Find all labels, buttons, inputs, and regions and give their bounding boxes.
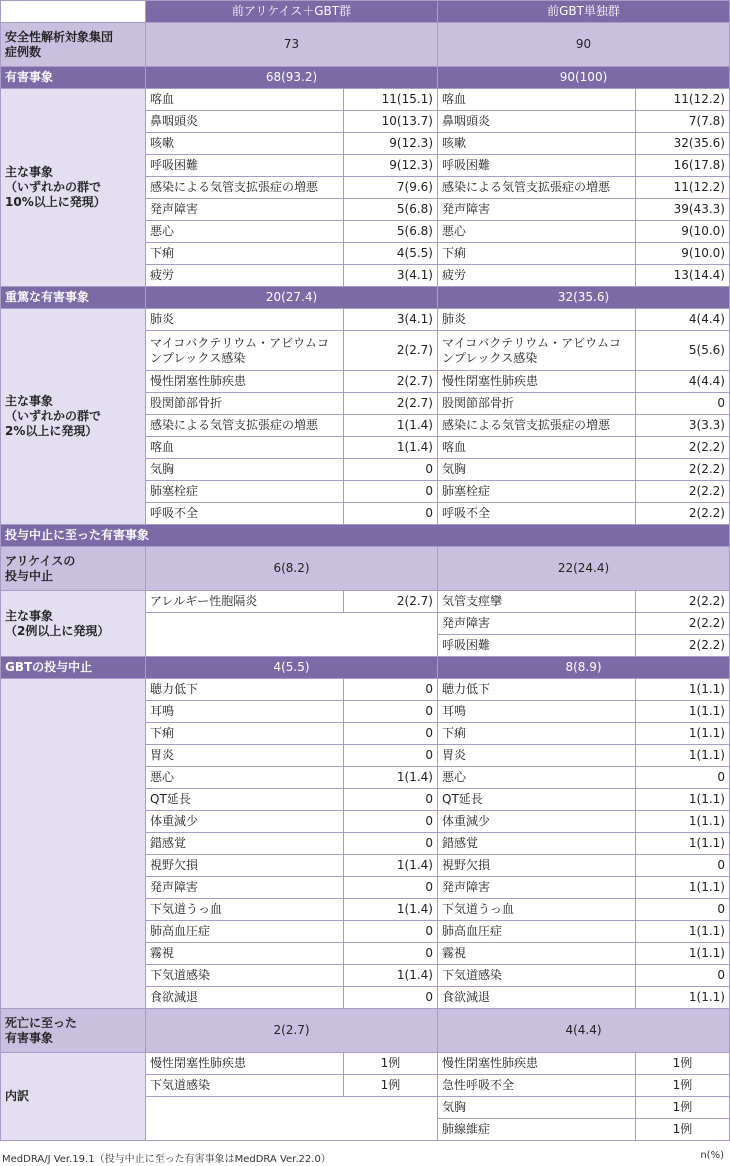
gbt-event-row bbox=[1, 679, 730, 701]
ae-label: 有害事象 bbox=[1, 67, 146, 89]
serious-event-row bbox=[1, 309, 730, 331]
event-value-b: 0 bbox=[636, 393, 730, 415]
death-a: 2(2.7) bbox=[146, 1009, 438, 1053]
event-name-b: 悪心 bbox=[438, 221, 636, 243]
death-breakdown-label: 内訳 bbox=[1, 1053, 146, 1141]
event-value-a: 2(2.7) bbox=[344, 591, 438, 613]
event-name-b: 下気道うっ血 bbox=[438, 899, 636, 921]
event-value-b: 11(12.2) bbox=[636, 177, 730, 199]
event-value-a: 0 bbox=[344, 723, 438, 745]
event-name-b: 喀血 bbox=[438, 437, 636, 459]
event-value-a: 0 bbox=[344, 503, 438, 525]
event-name-b: 悪心 bbox=[438, 767, 636, 789]
event-value-b: 1(1.1) bbox=[636, 987, 730, 1009]
label-line: 有害事象 bbox=[5, 1030, 54, 1045]
serious-main-label bbox=[1, 309, 146, 525]
event-name-a: 呼吸不全 bbox=[146, 503, 344, 525]
event-value-b: 13(14.4) bbox=[636, 265, 730, 287]
event-name-b: 呼吸困難 bbox=[438, 635, 636, 657]
event-value-b: 2(2.2) bbox=[636, 437, 730, 459]
death-label bbox=[1, 1009, 146, 1053]
event-value-b: 1例 bbox=[636, 1053, 730, 1075]
event-name-a: 下気道感染 bbox=[146, 1075, 344, 1097]
event-value-b: 9(10.0) bbox=[636, 221, 730, 243]
population-a: 73 bbox=[146, 23, 438, 67]
event-value-a: 0 bbox=[344, 833, 438, 855]
death-b: 4(4.4) bbox=[438, 1009, 730, 1053]
event-value-b: 5(5.6) bbox=[636, 331, 730, 371]
event-name-a: 肺炎 bbox=[146, 309, 344, 331]
event-name-b: 肺高血圧症 bbox=[438, 921, 636, 943]
label-line: アリケイスの bbox=[5, 553, 76, 568]
event-name-b: 鼻咽頭炎 bbox=[438, 111, 636, 133]
event-value-a: 1例 bbox=[344, 1053, 438, 1075]
event-name-b: 下痢 bbox=[438, 243, 636, 265]
event-name-b: QT延長 bbox=[438, 789, 636, 811]
event-value-b: 1(1.1) bbox=[636, 789, 730, 811]
event-name-b: 気胸 bbox=[438, 1097, 636, 1119]
event-value-b: 4(4.4) bbox=[636, 309, 730, 331]
event-value-b: 2(2.2) bbox=[636, 613, 730, 635]
gbt-label-empty bbox=[1, 679, 146, 1009]
event-value-a: 2(2.7) bbox=[344, 371, 438, 393]
footer-note: MedDRA/J Ver.19.1（投与中止に至った有害事象はMedDRA Ver.22.0） bbox=[2, 1154, 331, 1165]
event-name-b: 錯感覚 bbox=[438, 833, 636, 855]
event-value-b: 0 bbox=[636, 899, 730, 921]
event-value-b: 16(17.8) bbox=[636, 155, 730, 177]
event-value-b: 3(3.3) bbox=[636, 415, 730, 437]
event-value-a: 0 bbox=[344, 481, 438, 503]
ae-total-a: 68(93.2) bbox=[146, 67, 438, 89]
label-line: （いずれかの群で bbox=[5, 409, 102, 423]
event-name-a: 呼吸困難 bbox=[146, 155, 344, 177]
event-value-b: 0 bbox=[636, 855, 730, 877]
event-value-b: 0 bbox=[636, 965, 730, 987]
event-value-a: 1(1.4) bbox=[344, 437, 438, 459]
event-name-b: 喀血 bbox=[438, 89, 636, 111]
event-name-b: 発声障害 bbox=[438, 199, 636, 221]
ae-total-b: 90(100) bbox=[438, 67, 730, 89]
event-name-a: 鼻咽頭炎 bbox=[146, 111, 344, 133]
event-value-a: 0 bbox=[344, 701, 438, 723]
event-value-b: 7(7.8) bbox=[636, 111, 730, 133]
event-value-a: 7(9.6) bbox=[344, 177, 438, 199]
event-value-a: 0 bbox=[344, 987, 438, 1009]
event-value-a: 5(6.8) bbox=[344, 199, 438, 221]
event-name-b: 聴力低下 bbox=[438, 679, 636, 701]
label-line: 投与中止 bbox=[5, 568, 54, 583]
event-name-a: 疲労 bbox=[146, 265, 344, 287]
label-line: 死亡に至った bbox=[5, 1015, 78, 1030]
serious-label: 重篤な有害事象 bbox=[1, 287, 146, 309]
event-name-a: 錯感覚 bbox=[146, 833, 344, 855]
gbt-discontinuation-row bbox=[1, 657, 730, 679]
event-value-a: 10(13.7) bbox=[344, 111, 438, 133]
event-value-b: 0 bbox=[636, 767, 730, 789]
event-value-a: 0 bbox=[344, 459, 438, 481]
event-value-b: 9(10.0) bbox=[636, 243, 730, 265]
event-name-a: 気胸 bbox=[146, 459, 344, 481]
event-name-b: 肺線維症 bbox=[438, 1119, 636, 1141]
event-name-b: 胃炎 bbox=[438, 745, 636, 767]
population-b: 90 bbox=[438, 23, 730, 67]
event-name-b: 下気道感染 bbox=[438, 965, 636, 987]
event-value-a: 4(5.5) bbox=[344, 243, 438, 265]
event-name-a: 慢性閉塞性肺疾患 bbox=[146, 1053, 344, 1075]
event-name-b: 慢性閉塞性肺疾患 bbox=[438, 371, 636, 393]
discontinuation-title: 投与中止に至った有害事象 bbox=[1, 525, 730, 547]
event-name-a: 喀血 bbox=[146, 437, 344, 459]
arikace-discontinuation-row bbox=[1, 547, 730, 591]
event-name-b: 発声障害 bbox=[438, 877, 636, 899]
event-name-a: マイコバクテリウム・アビウムコンプレックス感染 bbox=[146, 331, 344, 371]
event-value-b: 1(1.1) bbox=[636, 833, 730, 855]
event-value-b: 1(1.1) bbox=[636, 723, 730, 745]
label-line: 2%以上に発現） bbox=[5, 424, 98, 438]
ae-event-row bbox=[1, 89, 730, 111]
event-name-a: 下痢 bbox=[146, 723, 344, 745]
event-value-b: 2(2.2) bbox=[636, 481, 730, 503]
ae-total-row bbox=[1, 67, 730, 89]
label-line: 主な事象 bbox=[5, 394, 54, 408]
gbt-discontinuation-b: 8(8.9) bbox=[438, 657, 730, 679]
event-name-b: 股関節部骨折 bbox=[438, 393, 636, 415]
event-value-a: 1(1.4) bbox=[344, 965, 438, 987]
event-value-b: 39(43.3) bbox=[636, 199, 730, 221]
event-value-b: 4(4.4) bbox=[636, 371, 730, 393]
event-name-b: 呼吸不全 bbox=[438, 503, 636, 525]
event-value-b: 1(1.1) bbox=[636, 745, 730, 767]
event-name-a: 発声障害 bbox=[146, 877, 344, 899]
event-value-b: 2(2.2) bbox=[636, 503, 730, 525]
event-name-a: 聴力低下 bbox=[146, 679, 344, 701]
event-value-b: 1(1.1) bbox=[636, 943, 730, 965]
event-value-b: 2(2.2) bbox=[636, 459, 730, 481]
event-name-a: 股関節部骨折 bbox=[146, 393, 344, 415]
label-line: 主な事象 bbox=[5, 165, 54, 179]
event-name-a: 胃炎 bbox=[146, 745, 344, 767]
event-name-b: 体重減少 bbox=[438, 811, 636, 833]
gbt-discontinuation-label: GBTの投与中止 bbox=[1, 657, 146, 679]
death-row bbox=[1, 1009, 730, 1053]
event-name-b: 気管支痙攣 bbox=[438, 591, 636, 613]
event-value-a: 1例 bbox=[344, 1075, 438, 1097]
event-value-b: 32(35.6) bbox=[636, 133, 730, 155]
event-value-b: 1例 bbox=[636, 1119, 730, 1141]
event-name-a: アレルギー性胞隔炎 bbox=[146, 591, 344, 613]
event-value-a: 9(12.3) bbox=[344, 155, 438, 177]
event-name-a: 咳嗽 bbox=[146, 133, 344, 155]
event-name-b: 感染による気管支拡張症の増悪 bbox=[438, 415, 636, 437]
discontinuation-title-row bbox=[1, 525, 730, 547]
event-value-a: 1(1.4) bbox=[344, 855, 438, 877]
event-name-a: QT延長 bbox=[146, 789, 344, 811]
event-value-a: 3(4.1) bbox=[344, 265, 438, 287]
event-value-a: 0 bbox=[344, 877, 438, 899]
event-name-b: 耳鳴 bbox=[438, 701, 636, 723]
label-line: 10%以上に発現） bbox=[5, 195, 106, 209]
label-line: （いずれかの群で bbox=[5, 180, 102, 194]
serious-total-b: 32(35.6) bbox=[438, 287, 730, 309]
event-value-b: 11(12.2) bbox=[636, 89, 730, 111]
serious-total-row bbox=[1, 287, 730, 309]
event-name-b: 下痢 bbox=[438, 723, 636, 745]
event-name-b: 疲労 bbox=[438, 265, 636, 287]
event-name-a: 下気道うっ血 bbox=[146, 899, 344, 921]
event-name-a: 感染による気管支拡張症の増悪 bbox=[146, 177, 344, 199]
event-value-a: 0 bbox=[344, 943, 438, 965]
event-name-a: 肺高血圧症 bbox=[146, 921, 344, 943]
event-value-a: 2(2.7) bbox=[344, 393, 438, 415]
event-value-a: 5(6.8) bbox=[344, 221, 438, 243]
event-name-a: 耳鳴 bbox=[146, 701, 344, 723]
event-name-a: 発声障害 bbox=[146, 199, 344, 221]
event-value-b: 1(1.1) bbox=[636, 811, 730, 833]
event-name-a: 悪心 bbox=[146, 221, 344, 243]
event-name-b: 肺塞栓症 bbox=[438, 481, 636, 503]
event-value-a: 11(15.1) bbox=[344, 89, 438, 111]
event-name-b: 視野欠損 bbox=[438, 855, 636, 877]
table-body bbox=[1, 1, 730, 1141]
event-value-a: 3(4.1) bbox=[344, 309, 438, 331]
event-value-b: 1(1.1) bbox=[636, 679, 730, 701]
population-label bbox=[1, 23, 146, 67]
event-name-a: 食欲減退 bbox=[146, 987, 344, 1009]
event-name-a: 下気道感染 bbox=[146, 965, 344, 987]
arikace-discontinuation-a: 6(8.2) bbox=[146, 547, 438, 591]
event-name-a: 体重減少 bbox=[146, 811, 344, 833]
gbt-discontinuation-a: 4(5.5) bbox=[146, 657, 438, 679]
event-value-b: 1例 bbox=[636, 1075, 730, 1097]
event-value-b: 1(1.1) bbox=[636, 877, 730, 899]
event-name-b: 慢性閉塞性肺疾患 bbox=[438, 1053, 636, 1075]
event-value-a: 0 bbox=[344, 789, 438, 811]
event-value-a: 9(12.3) bbox=[344, 133, 438, 155]
event-value-a: 1(1.4) bbox=[344, 415, 438, 437]
event-value-a: 2(2.7) bbox=[344, 331, 438, 371]
event-name-a: 感染による気管支拡張症の増悪 bbox=[146, 415, 344, 437]
event-value-a: 1(1.4) bbox=[344, 767, 438, 789]
footer-unit: n(%) bbox=[700, 1150, 724, 1161]
event-value-b: 1(1.1) bbox=[636, 701, 730, 723]
event-name-b: 気胸 bbox=[438, 459, 636, 481]
header-row bbox=[1, 1, 730, 23]
header-group-b: 前GBT単独群 bbox=[438, 1, 730, 23]
event-name-a: 肺塞栓症 bbox=[146, 481, 344, 503]
empty-cell bbox=[146, 1097, 438, 1141]
event-value-a: 0 bbox=[344, 745, 438, 767]
header-corner bbox=[1, 1, 146, 23]
event-name-b: 急性呼吸不全 bbox=[438, 1075, 636, 1097]
arikace-discontinuation-label bbox=[1, 547, 146, 591]
event-name-a: 慢性閉塞性肺疾患 bbox=[146, 371, 344, 393]
event-name-a: 下痢 bbox=[146, 243, 344, 265]
event-name-a: 悪心 bbox=[146, 767, 344, 789]
event-value-b: 2(2.2) bbox=[636, 635, 730, 657]
event-name-a: 霧視 bbox=[146, 943, 344, 965]
population-row bbox=[1, 23, 730, 67]
discontinuation-main-label bbox=[1, 591, 146, 657]
event-value-b: 2(2.2) bbox=[636, 591, 730, 613]
header-group-a: 前アリケイス＋GBT群 bbox=[146, 1, 438, 23]
arikace-discontinuation-b: 22(24.4) bbox=[438, 547, 730, 591]
event-name-a: 喀血 bbox=[146, 89, 344, 111]
event-value-a: 0 bbox=[344, 921, 438, 943]
event-name-b: 肺炎 bbox=[438, 309, 636, 331]
event-value-b: 1例 bbox=[636, 1097, 730, 1119]
event-value-a: 0 bbox=[344, 679, 438, 701]
event-name-b: 発声障害 bbox=[438, 613, 636, 635]
label-line: 安全性解析対象集団 bbox=[5, 29, 114, 44]
event-name-b: マイコバクテリウム・アビウムコンプレックス感染 bbox=[438, 331, 636, 371]
discontinuation-event-row bbox=[1, 591, 730, 613]
event-name-b: 感染による気管支拡張症の増悪 bbox=[438, 177, 636, 199]
event-name-b: 霧視 bbox=[438, 943, 636, 965]
empty-cell bbox=[146, 613, 438, 657]
label-line: （2例以上に発現） bbox=[5, 623, 110, 638]
event-name-b: 咳嗽 bbox=[438, 133, 636, 155]
label-line: 主な事象 bbox=[5, 608, 54, 623]
event-value-b: 1(1.1) bbox=[636, 921, 730, 943]
event-name-b: 呼吸困難 bbox=[438, 155, 636, 177]
label-line: 症例数 bbox=[5, 44, 42, 59]
death-breakdown-row bbox=[1, 1053, 730, 1075]
serious-total-a: 20(27.4) bbox=[146, 287, 438, 309]
event-name-a: 視野欠損 bbox=[146, 855, 344, 877]
event-value-a: 1(1.4) bbox=[344, 899, 438, 921]
ae-main-label bbox=[1, 89, 146, 287]
event-value-a: 0 bbox=[344, 811, 438, 833]
event-name-b: 食欲減退 bbox=[438, 987, 636, 1009]
